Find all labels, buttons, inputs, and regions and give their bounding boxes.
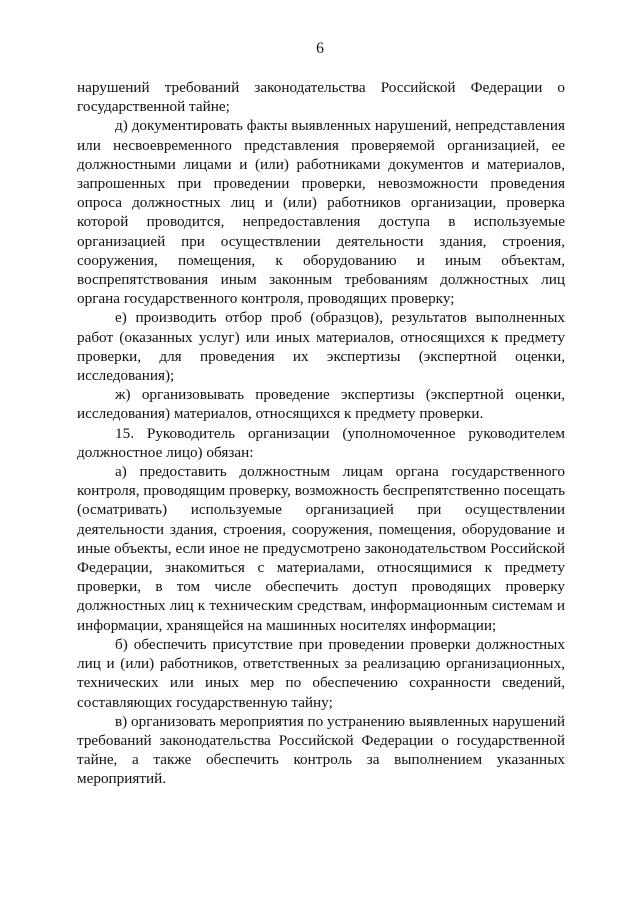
- paragraph-item-a: а) предоставить должностным лицам органа государственного контроля, проводящим проверку, возможность беспрепятственно посещать (осматривать) используемые организацией при осуществлении деятельности здания, строения, сооружения, помещения, оборудование и иные объекты, если иное не предусмотрено законодательством Российской Федерации, знакомиться с материалами, относящимися к предмету проверки, в том числе обеспечить доступ проводящих проверку должностных лиц к техническим средствам, информационным системам и информации, хранящейся на машинных носителях информации;: [77, 463, 565, 634]
- document-body: [77, 78, 565, 789]
- page-number: 6: [316, 40, 324, 57]
- paragraph-item-zh: ж) организовывать проведение экспертизы (экспертной оценки, исследования) материалов, относящихся к предмету проверки.: [77, 386, 565, 423]
- paragraph-item-d: д) документировать факты выявленных нарушений, непредставления или несвоевременного представления проверяемой организацией, ее должностными лицами и (или) работниками документов и материалов, запрошенных при проведении проверки, невозможности проведения опроса должностных лиц и (или) работников организации, проверка которой проводится, непредоставления доступа в используемые организацией при осуществлении деятельности здания, строения, сооружения, помещения, к оборудованию и иным объектам, воспрепятствования иным законным требованиям должностных лиц органа государственного контроля, проводящих проверку;: [77, 117, 565, 308]
- paragraph-item-v: в) организовать мероприятия по устранению выявленных нарушений требований законодательства Российской Федерации о государственной тайне, а также обеспечить контроль за выполнением указанных мероприятий.: [77, 712, 565, 788]
- paragraph-continuation: нарушений требований законодательства Российской Федерации о государственной тайне;: [77, 79, 565, 116]
- paragraph-clause-15: 15. Руководитель организации (уполномоченное руководителем должностное лицо) обязан:: [77, 424, 565, 461]
- paragraph-item-e: е) производить отбор проб (образцов), результатов выполненных работ (оказанных услуг) или иных материалов, относящихся к предмету проверки, для проведения их экспертизы (экспертной оценки, исследования);: [77, 309, 565, 385]
- paragraph-item-b: б) обеспечить присутствие при проведении проверки должностных лиц и (или) работников, ответственных за реализацию организационных, технических или иных мер по обеспечению сохранности сведений, составляющих государственную тайну;: [77, 635, 565, 711]
